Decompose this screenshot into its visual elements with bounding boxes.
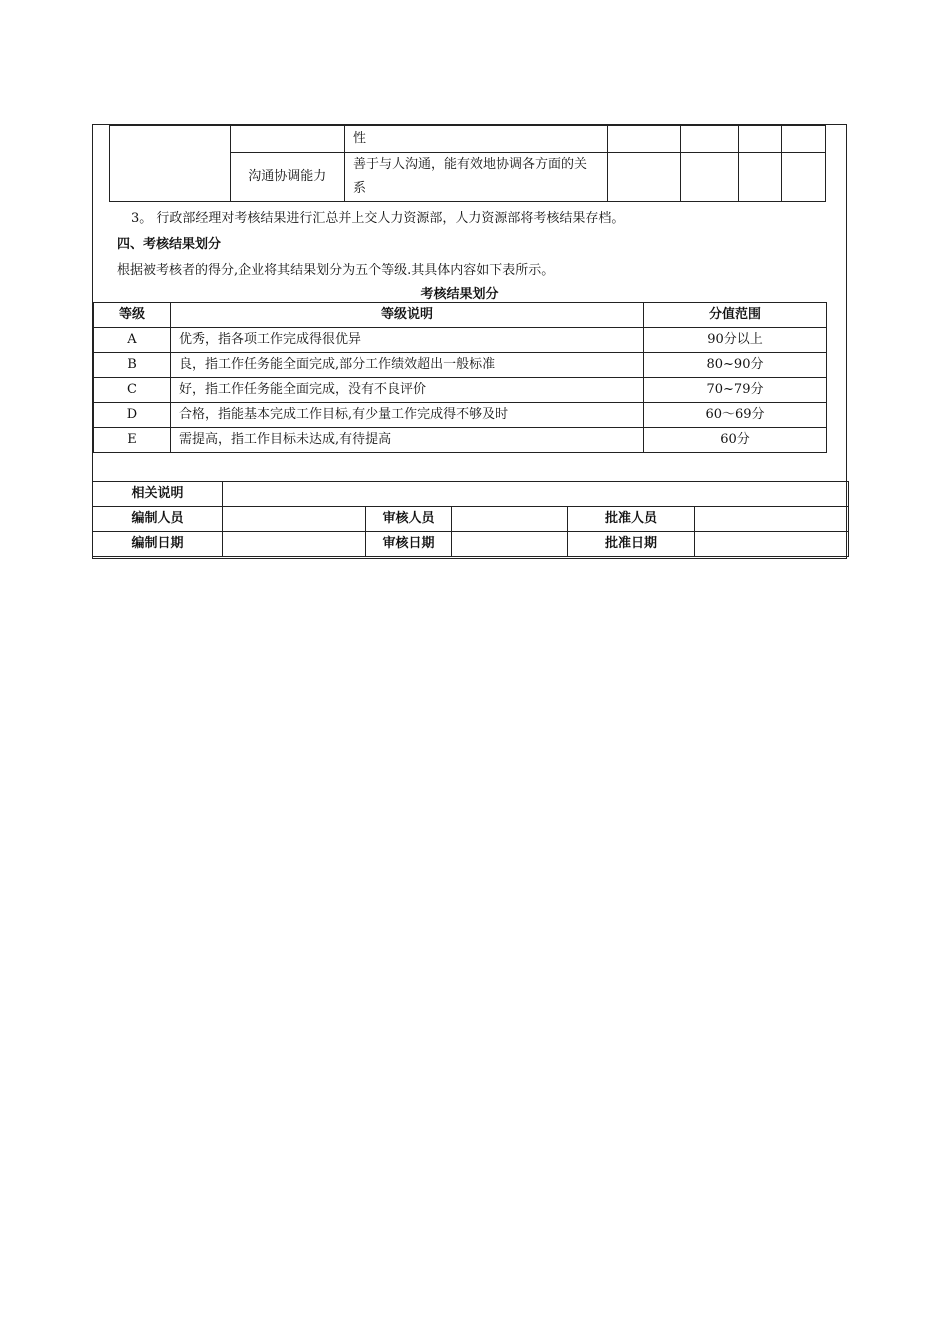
table-row: [94, 403, 827, 428]
grade-cell: B: [94, 353, 171, 378]
score-cell: [738, 126, 782, 153]
grade-cell: A: [94, 328, 171, 353]
score-cell: [782, 126, 826, 153]
grade-cell: D: [94, 403, 171, 428]
grade-cell: C: [94, 378, 171, 403]
description-cell: 性: [344, 126, 607, 153]
score-range-cell: 70~79分: [644, 378, 827, 403]
approved-date-field[interactable]: [695, 532, 849, 557]
prepared-by-field[interactable]: [223, 507, 366, 532]
column-header: 等级: [94, 303, 171, 328]
score-cell: [608, 153, 681, 202]
grade-description-cell: 好，指工作任务能全面完成，没有不良评价: [171, 378, 644, 403]
table-row: [94, 428, 827, 453]
related-notes-field[interactable]: [223, 482, 849, 507]
table-title: 考核结果划分: [420, 287, 499, 302]
category-cell: [110, 126, 231, 202]
prepared-by-label: 编制人员: [93, 507, 223, 532]
grade-cell: E: [94, 428, 171, 453]
reviewed-date-field[interactable]: [452, 532, 568, 557]
section-heading: 四、考核结果划分: [117, 237, 222, 252]
reviewed-by-field[interactable]: [452, 507, 568, 532]
table-row: [93, 532, 849, 557]
description-cell: 善于与人沟通，能有效地协调各方面的关系: [344, 153, 607, 202]
grade-description-cell: 良，指工作任务能全面完成,部分工作绩效超出一般标准: [171, 353, 644, 378]
score-range-cell: 80~90分: [644, 353, 827, 378]
criteria-table: [109, 125, 826, 202]
grade-description-cell: 优秀，指各项工作完成得很优异: [171, 328, 644, 353]
reviewed-date-label: 审核日期: [366, 532, 452, 557]
grade-description-cell: 合格，指能基本完成工作目标,有少量工作完成得不够及时: [171, 403, 644, 428]
score-cell: [608, 126, 681, 153]
table-header-row: [94, 303, 827, 328]
approved-by-label: 批准人员: [568, 507, 695, 532]
result-table: [93, 302, 827, 453]
document-frame: [92, 124, 847, 559]
table-row: [94, 378, 827, 403]
score-cell: [681, 153, 739, 202]
column-header: 等级说明: [171, 303, 644, 328]
table-row: [93, 482, 849, 507]
indicator-cell: [230, 126, 344, 153]
signoff-table: [92, 481, 849, 557]
score-cell: [782, 153, 826, 202]
prepared-date-field[interactable]: [223, 532, 366, 557]
score-range-cell: 90分以上: [644, 328, 827, 353]
indicator-cell: 沟通协调能力: [230, 153, 344, 202]
table-row: [94, 328, 827, 353]
reviewed-by-label: 审核人员: [366, 507, 452, 532]
table-row: [94, 353, 827, 378]
score-cell: [681, 126, 739, 153]
score-cell: [738, 153, 782, 202]
intro-paragraph: 根据被考核者的得分,企业将其结果划分为五个等级.其具体内容如下表所示。: [117, 263, 555, 278]
paragraph-item-3: 3。 行政部经理对考核结果进行汇总并上交人力资源部，人力资源部将考核结果存档。: [131, 211, 625, 226]
approved-date-label: 批准日期: [568, 532, 695, 557]
related-notes-label: 相关说明: [93, 482, 223, 507]
table-row: [110, 126, 826, 153]
prepared-date-label: 编制日期: [93, 532, 223, 557]
grade-description-cell: 需提高，指工作目标未达成,有待提高: [171, 428, 644, 453]
approved-by-field[interactable]: [695, 507, 849, 532]
score-range-cell: 60～69分: [644, 403, 827, 428]
score-range-cell: 60分: [644, 428, 827, 453]
table-row: [93, 507, 849, 532]
column-header: 分值范围: [644, 303, 827, 328]
